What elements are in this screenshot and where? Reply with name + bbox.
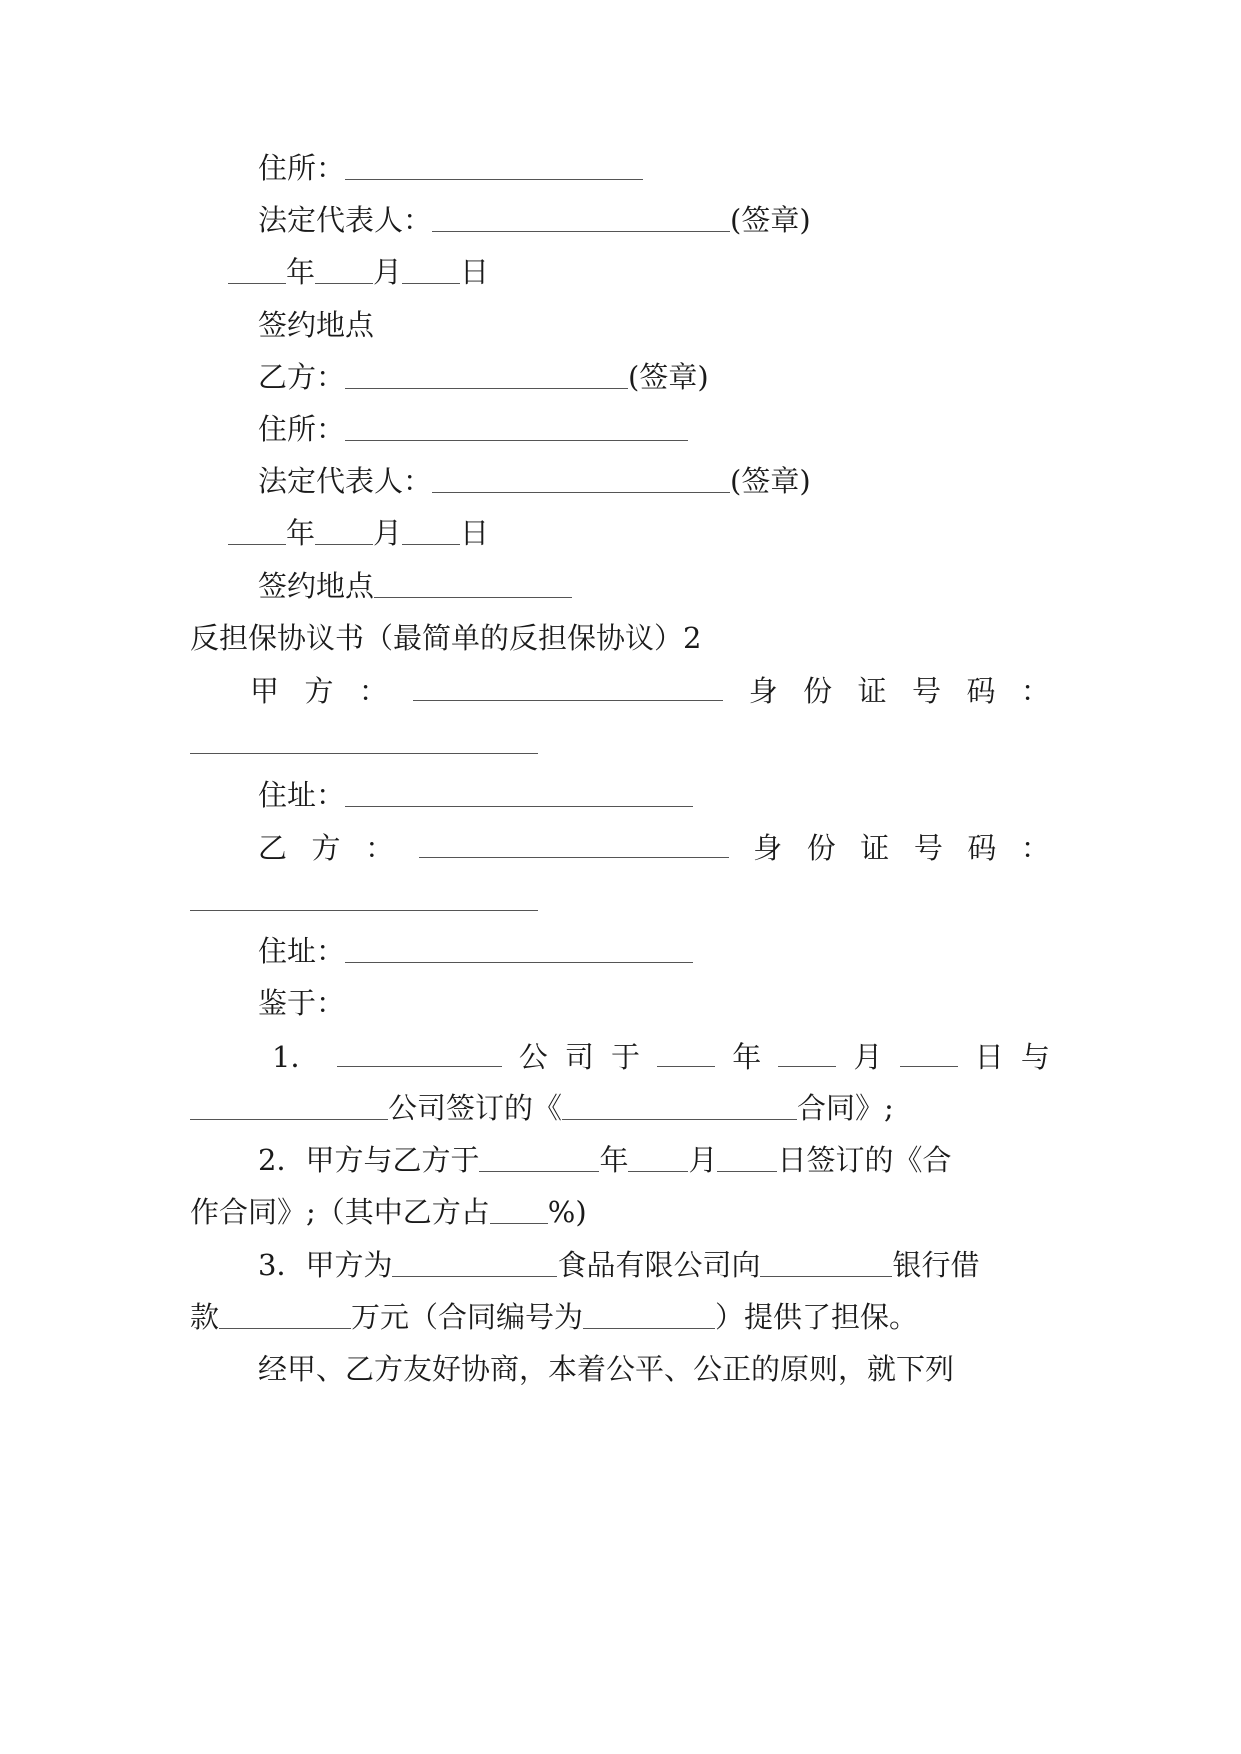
blank-field [219, 1298, 351, 1329]
clause-text: 合同》; [797, 1091, 894, 1125]
clause-text: 日签订的《合 [777, 1143, 952, 1177]
clause-3-line-2 [190, 1297, 1050, 1337]
char: 身 [748, 674, 778, 708]
negotiation-line [258, 1349, 1118, 1389]
char: 与 [1020, 1040, 1050, 1074]
clause-text: 食品有限公司向 [557, 1248, 761, 1282]
seal-note: (签章) [628, 360, 709, 394]
blank-field [345, 776, 693, 807]
party-b-sign-line [258, 357, 1118, 397]
char: 证 [860, 831, 890, 865]
legal-rep-label: 法定代表人： [258, 203, 433, 237]
seal-note: (签章) [730, 203, 811, 237]
date-line-party-b [228, 513, 1088, 553]
month-label: 月 [373, 255, 403, 289]
clause-text: 款 [190, 1300, 220, 1334]
blank-field [419, 827, 729, 858]
legal-rep-label: 法定代表人： [258, 464, 433, 498]
blank-field [760, 1246, 892, 1277]
blank-field [345, 358, 628, 389]
party-b-id-blank-line [190, 879, 1050, 919]
party-b-residence-line [258, 931, 1118, 971]
char: 码 [966, 674, 996, 708]
day-label: 日 [460, 516, 490, 550]
char: 份 [806, 831, 836, 865]
char: 身 [753, 831, 783, 865]
clause-1-line-2 [190, 1088, 1050, 1128]
clause-1-line-1 [272, 1036, 1050, 1076]
month-label: 月 [373, 516, 403, 550]
blank-field [562, 1089, 797, 1120]
address-label: 住所： [258, 151, 346, 185]
blank-field [190, 880, 538, 911]
char: 于 [610, 1040, 640, 1074]
blank-field [717, 1141, 777, 1172]
party-a-id-line [250, 670, 1050, 710]
blank-field [900, 1036, 958, 1067]
char: 号 [913, 831, 943, 865]
blank-field [345, 410, 688, 441]
clause-text: 作合同》;（其中乙方占 [190, 1195, 490, 1229]
clause-text: 月 [688, 1143, 718, 1177]
char: 份 [803, 674, 833, 708]
char: 司 [564, 1040, 594, 1074]
party-b-id-line [258, 827, 1050, 867]
clause-number: 1． [272, 1040, 320, 1074]
year-label: 年 [286, 255, 316, 289]
party-a-id-blank-line [190, 722, 1050, 762]
agreement-title [190, 618, 1050, 658]
date-line-party-a [228, 252, 1088, 292]
char: ： [1020, 674, 1050, 708]
blank-field [628, 1141, 688, 1172]
seal-note: (签章) [730, 464, 811, 498]
residence-label: 住址： [258, 778, 346, 812]
char: 码 [967, 831, 997, 865]
char: ： [1020, 831, 1050, 865]
blank-field [315, 253, 373, 284]
blank-field [413, 670, 723, 701]
residence-label: 住址： [258, 934, 346, 968]
blank-field [374, 567, 572, 598]
agreement-title-text: 反担保协议书（最简单的反担保协议）2 [190, 621, 702, 655]
whereas-heading [258, 983, 1118, 1023]
signing-place-line-2 [258, 566, 1118, 606]
signing-place-label: 签约地点 [258, 569, 375, 603]
blank-field [315, 514, 373, 545]
char: 方 [304, 674, 334, 708]
char: 月 [853, 1040, 883, 1074]
blank-field [490, 1193, 548, 1224]
char: 证 [857, 674, 887, 708]
char: 方 [311, 831, 341, 865]
clause-text: 2．甲方与乙方于 [258, 1143, 480, 1177]
char: 公 [518, 1040, 548, 1074]
blank-field [228, 514, 286, 545]
clause-text: 年 [599, 1143, 629, 1177]
address-line-party-b [258, 409, 1118, 449]
char: 乙 [258, 831, 288, 865]
blank-field [190, 723, 538, 754]
blank-field [190, 1089, 388, 1120]
clause-text: ）提供了担保。 [715, 1300, 919, 1334]
char: 号 [912, 674, 942, 708]
char: 甲 [250, 674, 280, 708]
legal-rep-line-party-b [258, 461, 1118, 501]
clause-text: 银行借 [892, 1248, 980, 1282]
char: ： [358, 674, 388, 708]
whereas-label: 鉴于： [258, 986, 346, 1020]
address-line-party-a [258, 148, 1118, 188]
signing-place-line-1 [258, 305, 1118, 345]
blank-field [228, 253, 286, 284]
clause-3-line-1 [258, 1245, 1118, 1285]
char: 年 [732, 1040, 762, 1074]
char: ： [365, 831, 395, 865]
blank-field [402, 514, 460, 545]
clause-text: 3．甲方为 [258, 1248, 393, 1282]
blank-field [392, 1246, 557, 1277]
char: 日 [974, 1040, 1004, 1074]
legal-rep-line-party-a [258, 200, 1118, 240]
blank-field [432, 462, 730, 493]
clause-text: %) [547, 1195, 587, 1229]
blank-field [337, 1036, 502, 1067]
clause-text: 万元（合同编号为 [351, 1300, 584, 1334]
clause-2-line-2 [190, 1192, 1050, 1232]
day-label: 日 [460, 255, 490, 289]
blank-field [345, 932, 693, 963]
clause-text: 公司签订的《 [388, 1091, 563, 1125]
blank-field [479, 1141, 599, 1172]
clause-text: 经甲、乙方友好协商，本着公平、公正的原则，就下列 [258, 1352, 955, 1386]
blank-field [432, 201, 730, 232]
blank-field [345, 149, 643, 180]
signing-place-label: 签约地点 [258, 308, 375, 342]
blank-field [583, 1298, 715, 1329]
blank-field [778, 1036, 836, 1067]
address-label: 住所： [258, 412, 346, 446]
party-a-residence-line [258, 775, 1118, 815]
blank-field [402, 253, 460, 284]
year-label: 年 [286, 516, 316, 550]
clause-2-line-1 [258, 1140, 1118, 1180]
party-b-label: 乙方： [258, 360, 346, 394]
blank-field [657, 1036, 715, 1067]
